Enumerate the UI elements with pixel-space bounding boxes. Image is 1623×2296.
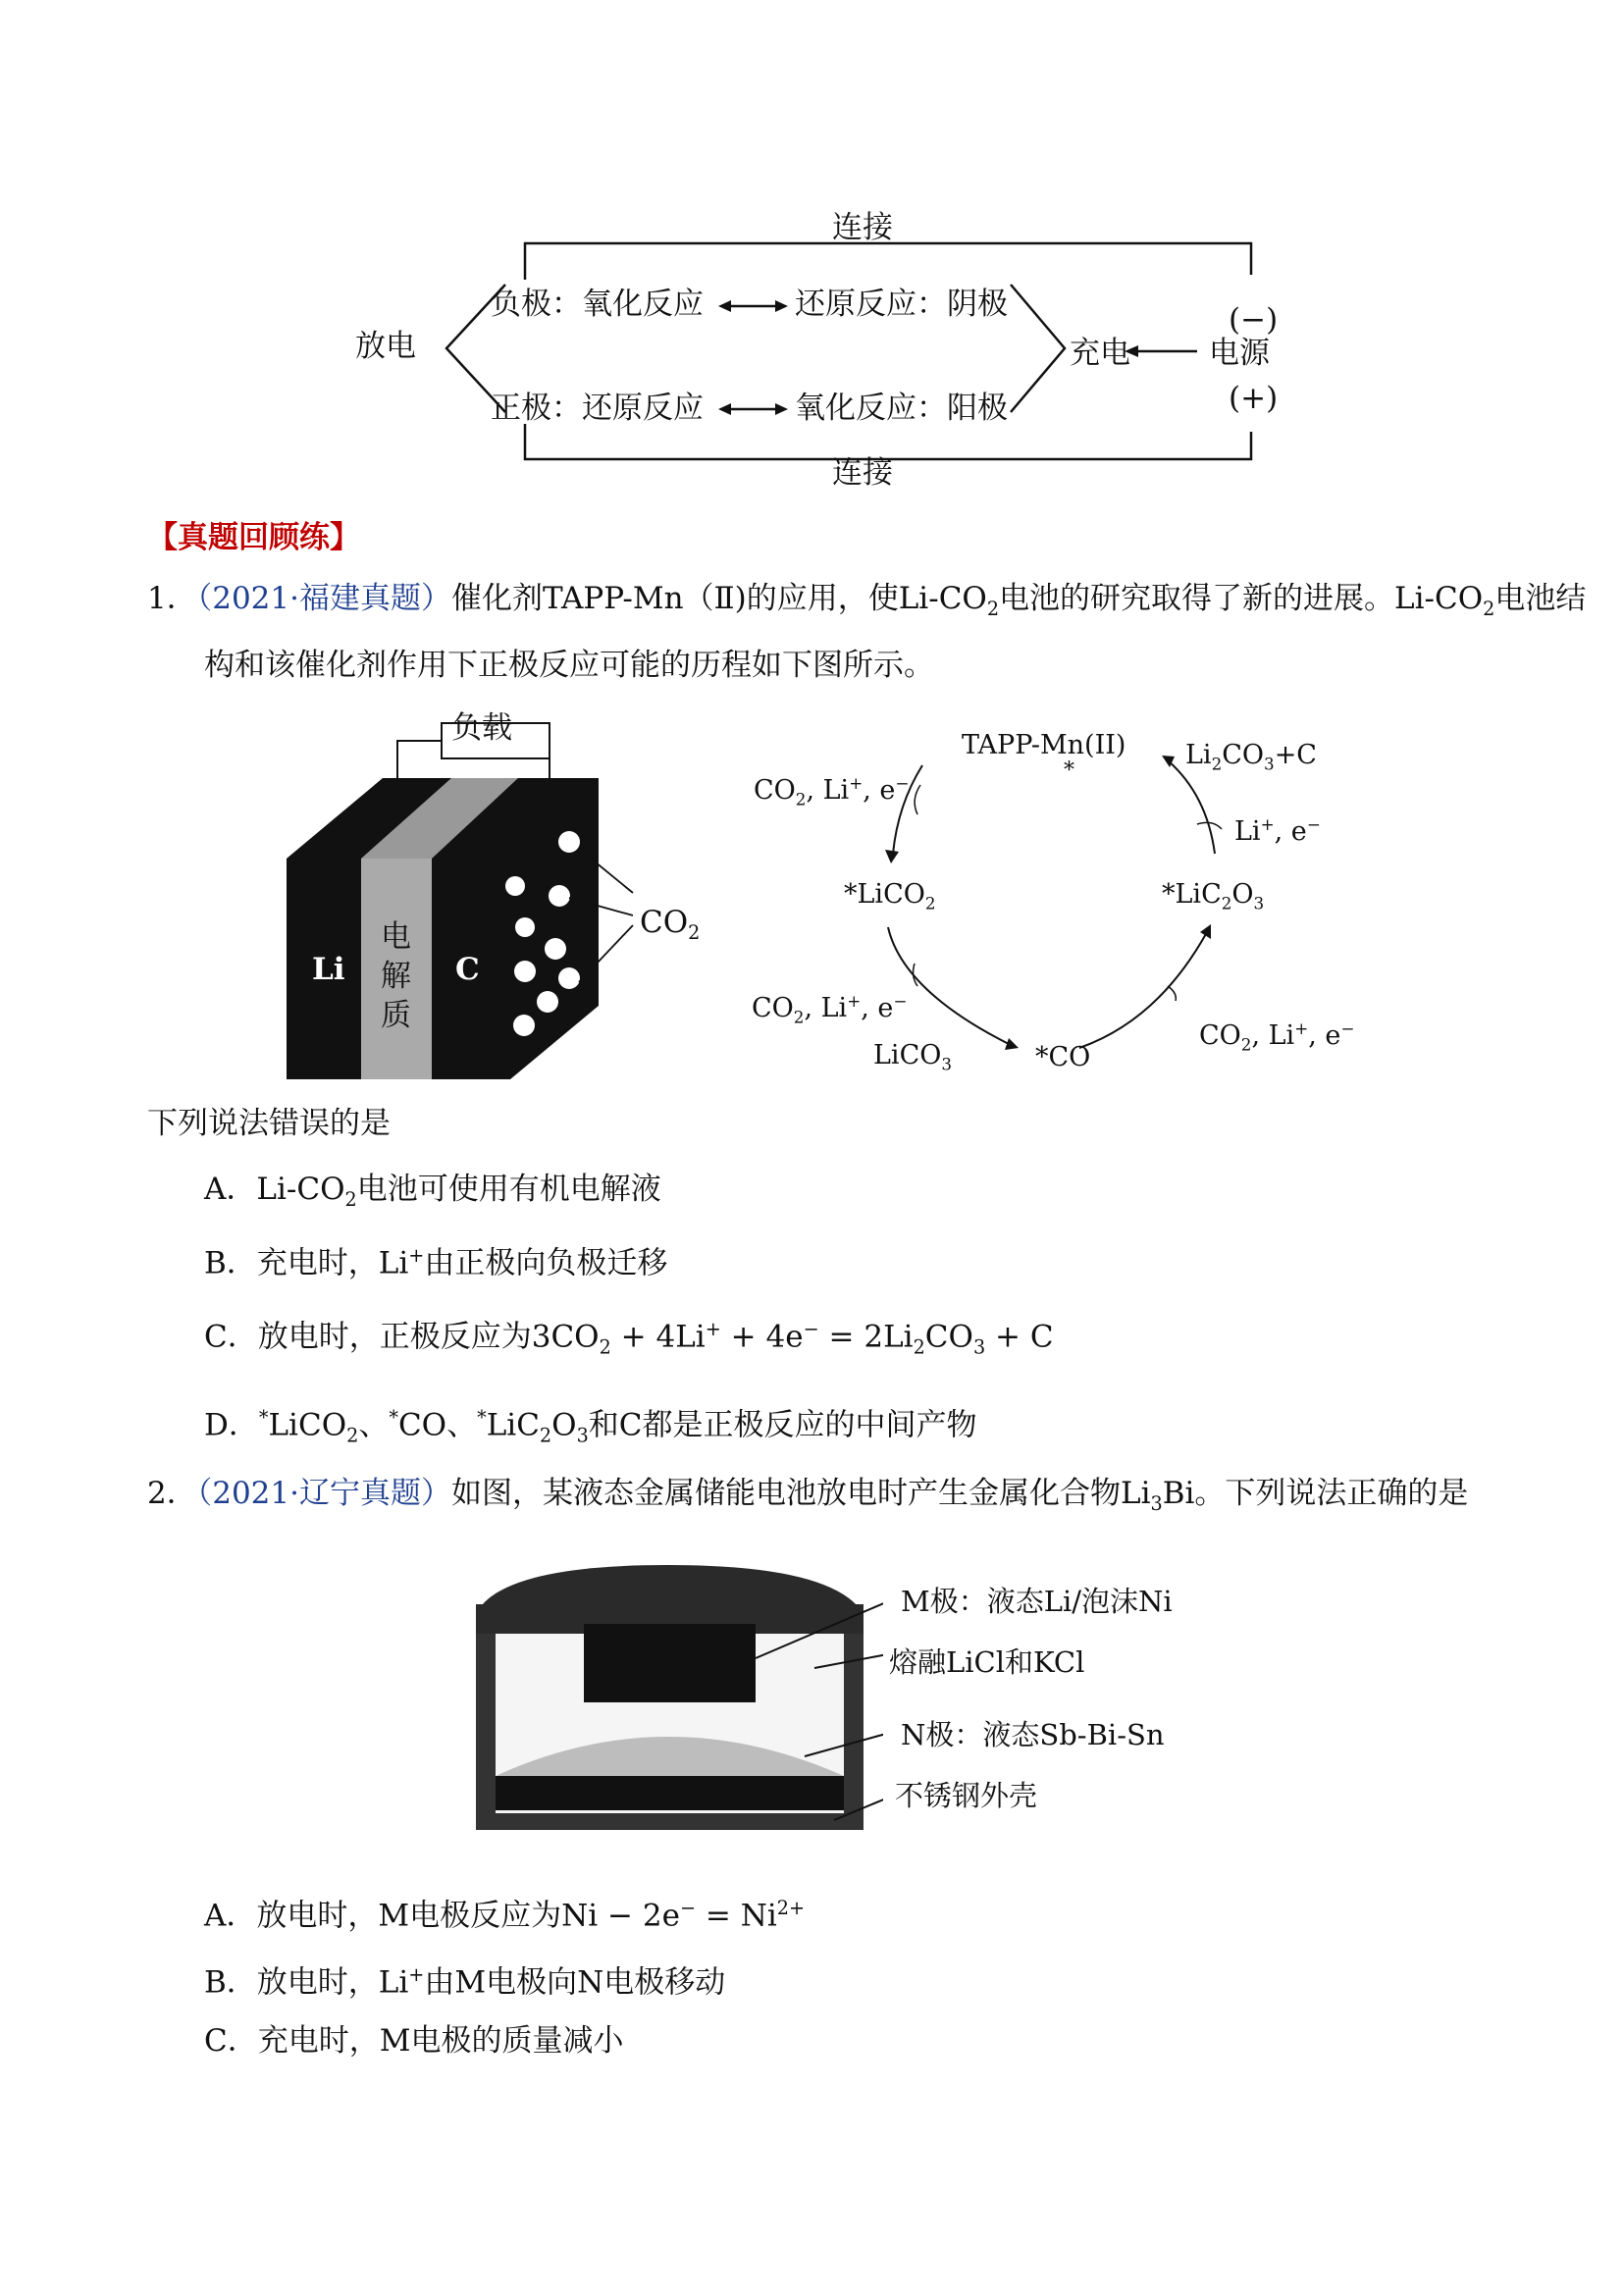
cycle-reagent-top-left: $CO_2$, Li+, e−: [754, 773, 910, 809]
subscript: 2: [1483, 598, 1495, 621]
charge-label: 充电: [1070, 336, 1130, 371]
co2-label: $CO_2$: [640, 905, 701, 945]
cycle-reagent-right-top: Li+, e−: [1234, 814, 1321, 847]
power-label: 电源: [1209, 336, 1270, 371]
subscript: 2: [986, 598, 1000, 621]
cycle-product: $Li_2CO_3+C$: [1185, 740, 1317, 774]
section-title: 【真题回顾练】: [147, 520, 360, 555]
connect-label-bottom: 连接: [832, 455, 893, 491]
question-2-stem: 2．（2021·辽宁真题）如图，某液态金属储能电池放电时产生金属化合物$Li_3Bi$。下列说法正确的是: [147, 1476, 1469, 1516]
stem-text: 电池结: [1494, 581, 1587, 616]
electrolyte-label-1: 电: [381, 919, 411, 955]
q1-option-d[interactable]: D．*LiCO$_2$、*CO、$^*LiC_2O_3$和C都是正极反应的中间产物: [204, 1406, 977, 1447]
question-source: （2021·辽宁真题）: [196, 1476, 451, 1511]
q2-option-b[interactable]: B．放电时，Li+由M电极向N电极移动: [204, 1963, 726, 2001]
question-1-stem: [147, 579, 1586, 629]
liquid-metal-battery-figure: [471, 1560, 883, 1845]
cycle-lico2: *LiCO$_2$: [844, 879, 936, 913]
q2-option-c[interactable]: C．充电时，M电极的质量减小: [204, 2023, 624, 2059]
load-label: 负载: [451, 710, 512, 746]
anode-label: 氧化反应：阳极: [795, 391, 1008, 426]
m-electrode-label: M极：液态Li/泡沫Ni: [901, 1585, 1173, 1618]
stem-text: 电池的研究取得了新的进展。Li-CO: [999, 581, 1484, 616]
cycle-reagent-bottom-right: $CO_2$, Li+, e−: [1199, 1018, 1355, 1055]
question-1-prompt: 下列说法错误的是: [147, 1106, 391, 1141]
discharge-label: 放电: [355, 329, 416, 364]
cathode-label: 还原反应：阴极: [795, 287, 1008, 322]
cycle-reagent-bottom-left: $CO_2$, Li+, e−: [752, 991, 908, 1027]
cycle-catalyst-star: *: [1064, 758, 1074, 783]
negative-electrode-label: 负极：氧化反应: [491, 287, 704, 322]
cycle-catalyst: TAPP-Mn(II): [962, 730, 1126, 760]
stem-text: 催化剂TAPP-Mn（Ⅱ)的应用，使Li-CO: [450, 581, 987, 616]
electrolyte-label-3: 质: [381, 998, 411, 1033]
n-electrode-label: N极：液态Sb-Bi-Sn: [901, 1718, 1165, 1751]
connect-label-top: 连接: [832, 210, 893, 245]
q1-option-c[interactable]: C．放电时，正极反应为$3CO_2 + 4Li^+ + 4e^- = 2Li_2CO_3 + C$: [204, 1318, 1054, 1359]
electrolyte-label-2: 解: [381, 959, 411, 994]
q1-option-a[interactable]: A．$Li-CO_2$电池可使用有机电解液: [204, 1172, 661, 1212]
li-co2-cell-figure: [275, 711, 716, 1084]
question-number: 1．: [147, 581, 197, 616]
question-source: （2021·福建真题）: [196, 581, 451, 616]
q1-option-b[interactable]: B．充电时，Li+由正极向负极迁移: [204, 1244, 668, 1281]
power-plus-label: (+): [1229, 381, 1279, 416]
li-label: Li: [312, 952, 345, 987]
electrode-schema-diagram: [334, 196, 1315, 510]
cycle-li2c2o3: $*LiC_2O_3$: [1162, 879, 1265, 913]
question-1-stem-line2: 构和该催化剂作用下正极反应可能的历程如下图所示。: [204, 648, 934, 683]
question-number: 2．: [147, 1476, 197, 1511]
positive-electrode-label: 正极：还原反应: [491, 391, 704, 426]
carbon-label: C: [455, 952, 480, 987]
power-minus-label: (−): [1229, 302, 1279, 338]
cycle-lico3: LiCO$_3$: [873, 1040, 953, 1074]
molten-salt-label: 熔融LiCl和KCl: [889, 1645, 1085, 1679]
cycle-co: *CO: [1035, 1042, 1091, 1072]
q2-option-a[interactable]: A．放电时，M电极反应为$Ni - 2e^- = Ni^{2+}$: [204, 1897, 806, 1934]
shell-label: 不锈钢外壳: [895, 1779, 1038, 1812]
